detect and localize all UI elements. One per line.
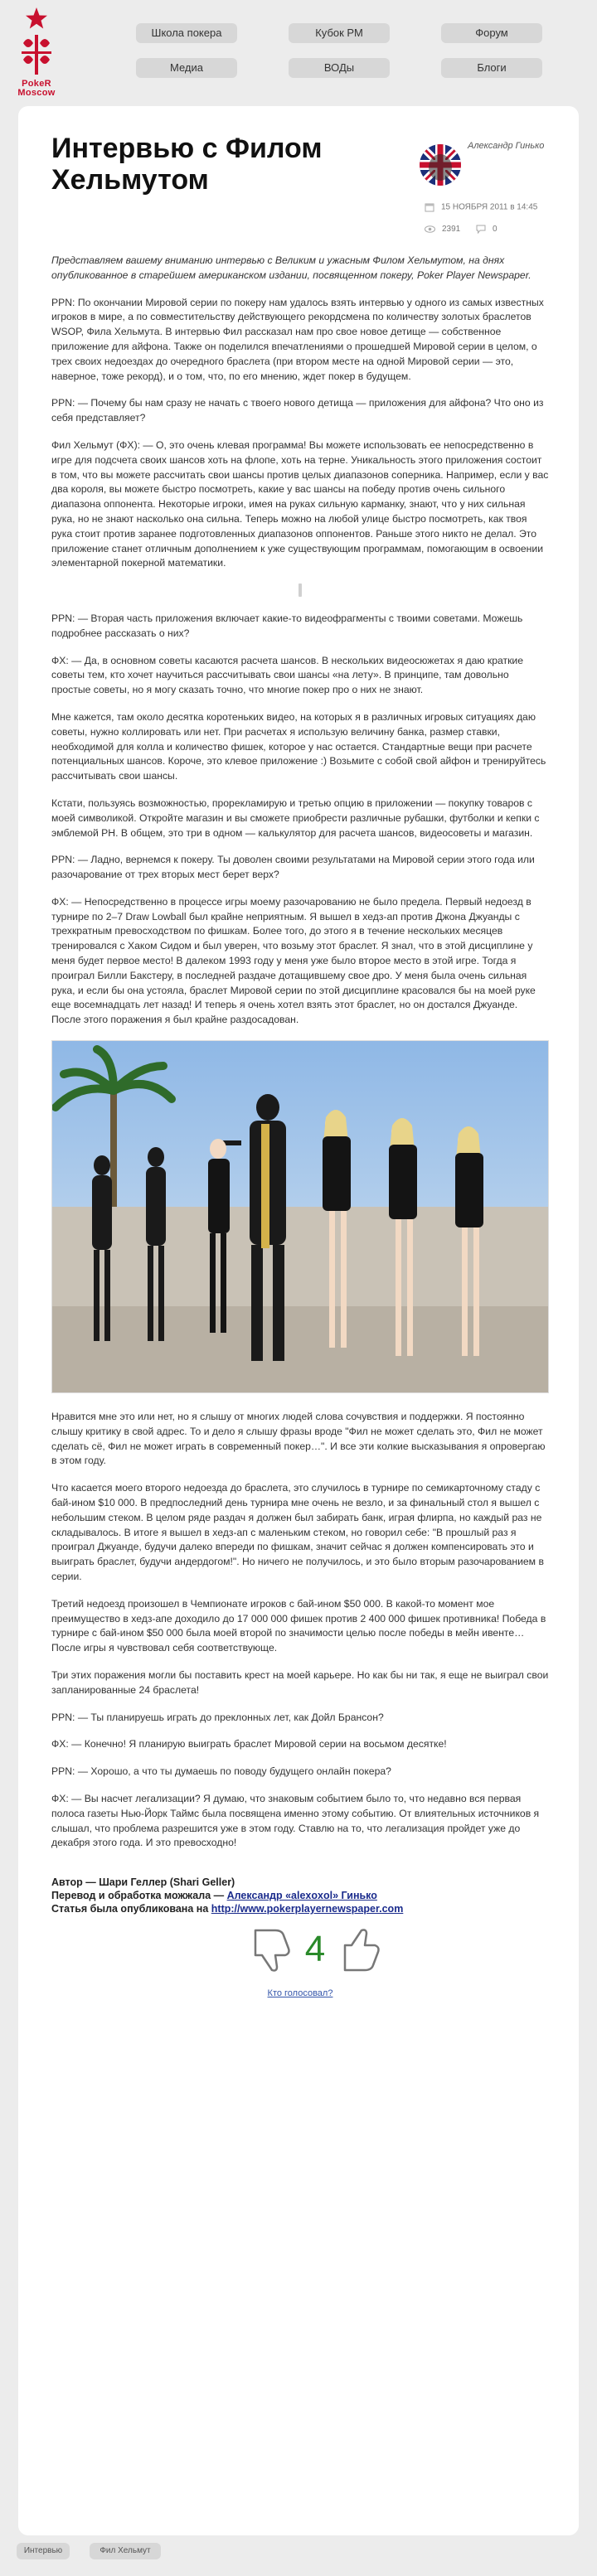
vote-count: 4: [304, 1929, 326, 1970]
article-paragraph: ФХ: — Вы насчет легализации? Я думаю, что знаковым событием было то, что недавно вся первая полоса газеты Нью-Йорк Таймс была посвящена именно этому событию. От влиятельных источников я слышал, что проблема разрешится уже в этом году. Ставлю на то, что легализация пройдет уже до декабря этого года. И это превосходно!: [51, 1793, 540, 1849]
thumbs-up-icon[interactable]: [340, 1927, 383, 1973]
author-name[interactable]: Александр Гинько: [468, 141, 545, 151]
article-paragraph: PPN: По окончании Мировой серии по покеру нам удалось взять интервью у одного из самых известных игроков в мире, а по совместительству действующего рекордсмена по количеству золотых браслетов WSOP, Фила Хельмута. В интервью Фил рассказал нам про свое новое детище — собственное приложение для айфона. Также он поделился впечатлениями о прошедшей Мировой серии в целом, о трех своих недоездах до очередного браслета (при втором месте на одной Мировой серии — это, наверное, тоже рекорд), и о том, что, по его мнению, ждет покер в будущем.: [51, 296, 544, 382]
site-logo[interactable]: [12, 7, 61, 104]
article-paragraph: ФХ: — Непосредственно в процессе игры моему разочарованию не было предела. Первый недоезд в турнире по 2–7 Draw Lowball был крайне неприятным. Я вышел в хедз-ап против Джона Джуанды с трехкратным превосходством по фишкам. Более того, до этого я в течение нескольких месяцев тренировался с Хаком Сидом и был уверен, что возьму этот браслет. Я знал, что в этой дисциплине у меня будет первое место! В далеком 1993 году у меня уже было второе место в этой игре. Тогда я проиграл Билли Бакстеру, в последней раздаче дотащившему свое дро. У меня была очень сильная рука, и если бы она устояла, браслет Мировой серии по этой дисциплине красовался бы на моей руке еще восемнадцать лет назад! И теперь я очень хотел взять этот браслет, но он достался Джуанде. После этого поражения я был крайне раздосадован.: [51, 895, 536, 1026]
article-paragraph: PPN: — Хорошо, а что ты думаешь по поводу будущего онлайн покера?: [51, 1765, 391, 1778]
tag-phil-hellmuth[interactable]: Фил Хельмут: [90, 2543, 161, 2559]
source-link[interactable]: http://www.pokerplayernewspaper.com: [211, 1903, 404, 1915]
nav-pm-cup[interactable]: Кубок РМ: [289, 23, 390, 43]
article-paragraphs-b: [51, 612, 549, 1028]
divider: [51, 583, 549, 602]
nav-poker-school[interactable]: Школа покера: [136, 23, 237, 43]
vote-widget: [51, 1927, 549, 1985]
article-paragraphs-a: [51, 254, 549, 571]
credit-author: [51, 1876, 549, 1889]
tag-interview[interactable]: Интервью: [17, 2543, 70, 2559]
credit-author-value: Шари Геллер (Shari Geller): [99, 1876, 235, 1889]
nav-media[interactable]: Медиа: [136, 58, 237, 78]
credit-source: [51, 1902, 549, 1915]
article-paragraph: PPN: — Почему бы нам сразу не начать с твоего нового детища — приложения для айфона? Что оно из себя представляет?: [51, 397, 544, 424]
calendar-icon: [425, 202, 434, 212]
comment-icon[interactable]: [476, 225, 486, 234]
article-paragraph: Представляем вашему вниманию интервью с Великим и ужасным Филом Хельмутом, на днях опубликованное в старейшем американском издании, посвященном покеру, Poker Player Newspaper.: [51, 254, 531, 281]
card-suits-icon: [20, 31, 53, 78]
translator-link[interactable]: Александр «alexoxol» Гинько: [226, 1890, 377, 1902]
article-title: Интервью с Филом Хельмутом: [51, 133, 323, 196]
nav-vods[interactable]: ВОДы: [289, 58, 390, 78]
author-avatar[interactable]: [420, 144, 461, 186]
separator-icon: [298, 583, 303, 597]
star-icon: [25, 7, 48, 30]
nav-blogs[interactable]: Блоги: [441, 58, 542, 78]
article-paragraph: ФХ: — Да, в основном советы касаются расчета шансов. В нескольких видеосюжетах я даю краткие советы тем, кто хочет научиться рассчитывать свои шансы «на лету». В принципе, там довольно простые советы, но я могу сказать точно, что многие покер про о них не знают.: [51, 654, 523, 696]
who-voted-link[interactable]: Кто голосовал?: [267, 1988, 333, 1999]
eye-icon: [425, 225, 435, 233]
article-paragraph: Третий недоезд произошел в Чемпионате игроков с бай-ином $50 000. В какой-то момент мое преимущество в хедз-апе доходило до 17 000 000 фишек против 2 400 000 фишек противника! Победа в турнире с бай-ином $50 000 была моей второй по значимости целью после победы в мейн ивенте… После игры я чувствовал себя соответствующе.: [51, 1597, 546, 1654]
views-count: 2391: [442, 225, 461, 235]
article-paragraph: Три этих поражения могли бы поставить крест на моей карьере. Но как бы ни так, я еще не выиграл свои запланированные 24 браслета!: [51, 1669, 549, 1696]
credit-translation: [51, 1889, 549, 1902]
credit-translation-label: Перевод и обработка можжала —: [51, 1890, 227, 1902]
article-paragraph: PPN: — Ладно, вернемся к покеру. Ты доволен своими результатами на Мировой серии этого года или разочарование от трех вторых мест берет верх?: [51, 854, 535, 881]
article-credits: [51, 1876, 549, 1915]
article-paragraph: Фил Хельмут (ФХ): — О, это очень клевая программа! Вы можете использовать ее непосредственно в игре для подсчета своих шансов хоть на флопе, хоть на терне. Уникальность этого приложения состоит в том, что вы можете рассчитать свои шансы против целых диапазонов соперника. Например, если у вас два короля, вы можете быстро посмотреть, какие у вас шансы на победу против очень сильного диапазона оппонента. Некоторые игроки, имея на руках сильную карманку, знают, что у них сильная рука, но не знают насколько она сильна. Теперь можно на любой улице быстро посмотреть, как твоя рука стоит против заранее подготовленных диапазонов оппонентов. Раньше этого никто не делал. Это приложение станет отличным дополнением к уже существующим программам, помогающим в освоении элементарной покерной математики.: [51, 438, 549, 569]
credit-author-label: Автор —: [51, 1876, 100, 1889]
article-stats: [425, 225, 498, 234]
comments-count[interactable]: 0: [493, 225, 498, 235]
credit-source-label: Статья была опубликована на: [51, 1903, 211, 1915]
union-flag-icon: [420, 144, 461, 186]
brand-line-1: PokeR: [22, 79, 51, 89]
article-body: [51, 254, 549, 2002]
article-photo[interactable]: [51, 1040, 549, 1393]
article-paragraph: Что касается моего второго недоезда до браслета, это случилось в турнире по семикарточному стаду с бай-ином $10 000. В предпоследний день турнира мне очень не везло, и за финальный стол я вышел с небольшим стеком. В целом ряде раздач я должен был забирать банк, играя флирпа, но каждый раз не складывалось. В итоге я вышел в хедз-ап с маленьким стеком, но говорил себе: "В прошлый раз я проиграл Джуанде, будучи далеко впереди по фишкам, значит сейчас я должен компенсировать это и выиграть браслет, будучи андердогом!". Но ничего не получилось, и это было вторым разочарованием в серии.: [51, 1482, 544, 1583]
article-paragraph: Мне кажется, там около десятка коротеньких видео, на которых я в различных игровых ситуациях даю советы, нужно коллировать или нет. При расчетах я использую величину банка, размер ставки, необходимой для колла и количество фишек, которое у нас остается. Стандартные вещи при расчете потенциальных шансов. Короче, это клевое приложение :) Возьмите с собой свой айфон и тренируйтесь рассчитывать свои шансы.: [51, 710, 546, 782]
article-card: [18, 106, 579, 2535]
brand-name: [12, 80, 61, 98]
article-paragraphs-c: [51, 1410, 549, 1851]
thumbs-down-icon[interactable]: [250, 1927, 294, 1973]
article-paragraph: Кстати, пользуясь возможностью, прорекламирую и третью опцию в приложении — покупку товаров с моей символикой. Откройте магазин и вы сможете приобрести различные рубашки, футболки и кепки с эмблемой PH. В общем, это три в одном — калькулятор для расчета шансов, видеосоветы и магазин.: [51, 797, 540, 839]
brand-line-2: Moscow: [17, 88, 56, 98]
article-paragraph: Нравится мне это или нет, но я слышу от многих людей слова сочувствия и поддержки. Я постоянно слышу критику в свой адрес. То и дело я слышу фразы вроде "Фил не может сделать это, Фил не может сделать сё, Фил не может играть в современный покер…". И все эти колкие высказывания я опровергаю в этом году.: [51, 1411, 546, 1467]
publish-date: [425, 202, 537, 212]
article-paragraph: ФХ: — Конечно! Я планирую выиграть браслет Мировой серии на восьмом десятке!: [51, 1738, 447, 1750]
nav-forum[interactable]: Форум: [441, 23, 542, 43]
article-paragraph: PPN: — Ты планируешь играть до преклонных лет, как Дойл Брансон?: [51, 1711, 384, 1723]
article-paragraph: PPN: — Вторая часть приложения включает какие-то видеофрагменты с твоими советами. Можешь подробнее рассказать о них?: [51, 612, 523, 639]
publish-date-text: 15 НОЯБРЯ 2011 в 14:45: [441, 202, 538, 212]
